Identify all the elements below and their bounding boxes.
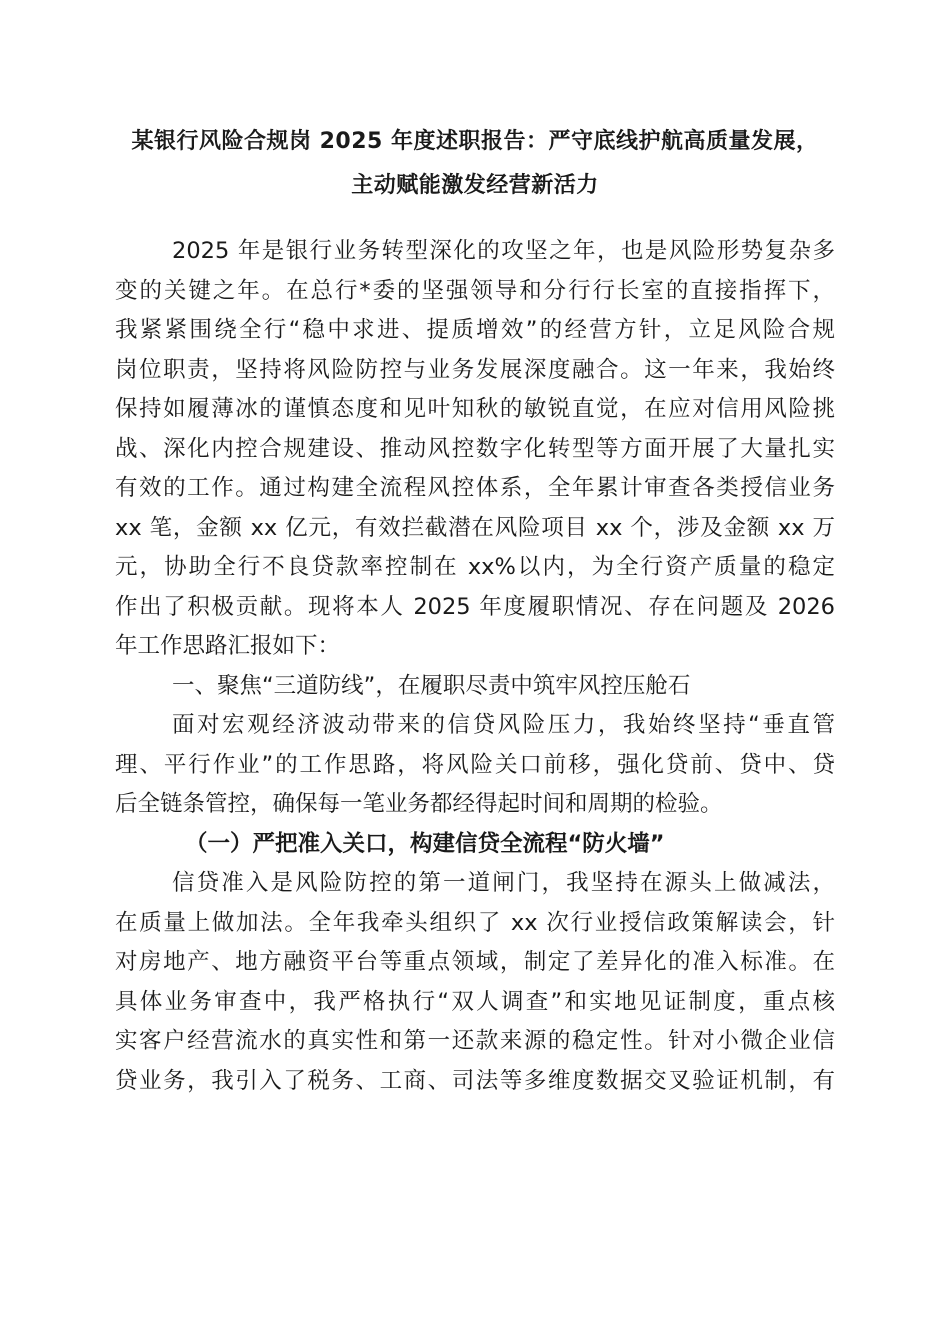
paragraph-line: 在质量上做加法。全年我牵头组织了 xx 次行业授信政策解读会，针 bbox=[115, 909, 835, 936]
paragraph-line: 有效的工作。通过构建全流程风控体系，全年累计审查各类授信业务 bbox=[115, 475, 835, 501]
section-heading: 一、聚焦“三道防线”，在履职尽责中筑牢风控压舱石 bbox=[172, 672, 691, 699]
paragraph-line: 理、平行作业”的工作思路，将风险关口前移，强化贷前、贷中、贷 bbox=[115, 751, 835, 778]
paragraph-line: 岗位职责，坚持将风险防控与业务发展深度融合。这一年来，我始终 bbox=[115, 356, 835, 383]
paragraph-line: 年工作思路汇报如下： bbox=[115, 633, 341, 659]
title-line-2: 主动赋能激发经营新活力 bbox=[351, 173, 599, 198]
paragraph-line: 作出了积极贡献。现将本人 2025 年度履职情况、存在问题及 2026 bbox=[115, 593, 835, 620]
paragraph-line: 元，协助全行不良贷款率控制在 xx%以内，为全行资产质量的稳定 bbox=[115, 554, 835, 580]
subsection-heading: （一）严把准入关口，构建信贷全流程“防火墙” bbox=[185, 830, 665, 857]
paragraph-line: 保持如履薄冰的谨慎态度和见叶知秋的敏锐直觉，在应对信用风险挑 bbox=[115, 396, 835, 422]
paragraph-line: 我紧紧围绕全行“稳中求进、提质增效”的经营方针，立足风险合规 bbox=[115, 317, 835, 343]
paragraph-line: 信贷准入是风险防控的第一道闸门，我坚持在源头上做减法， bbox=[172, 870, 835, 896]
paragraph-line: 战、深化内控合规建设、推动风控数字化转型等方面开展了大量扎实 bbox=[115, 435, 835, 462]
title-line-1: 某银行风险合规岗 2025 年度述职报告：严守底线护航高质量发展， bbox=[131, 129, 819, 154]
document-body bbox=[115, 232, 835, 1101]
paragraph-line: xx 笔，金额 xx 亿元，有效拦截潜在风险项目 xx 个，涉及金额 xx 万 bbox=[115, 514, 835, 541]
paragraph-line: 2025 年是银行业务转型深化的攻坚之年，也是风险形势复杂多 bbox=[172, 238, 835, 264]
paragraph-line: 后全链条管控，确保每一笔业务都经得起时间和周期的检验。 bbox=[115, 791, 723, 817]
paragraph-line: 具体业务审查中，我严格执行“双人调查”和实地见证制度，重点核 bbox=[115, 988, 835, 1015]
paragraph-line: 对房地产、地方融资平台等重点领域，制定了差异化的准入标准。在 bbox=[115, 949, 835, 975]
document-title bbox=[90, 120, 860, 208]
paragraph-line: 贷业务，我引入了税务、工商、司法等多维度数据交叉验证机制，有 bbox=[115, 1067, 835, 1094]
paragraph-line: 变的关键之年。在总行*委的坚强领导和分行行长室的直接指挥下， bbox=[115, 277, 835, 304]
paragraph-line: 面对宏观经济波动带来的信贷风险压力，我始终坚持“垂直管 bbox=[172, 712, 835, 738]
paragraph-line: 实客户经营流水的真实性和第一还款来源的稳定性。针对小微企业信 bbox=[115, 1028, 835, 1054]
